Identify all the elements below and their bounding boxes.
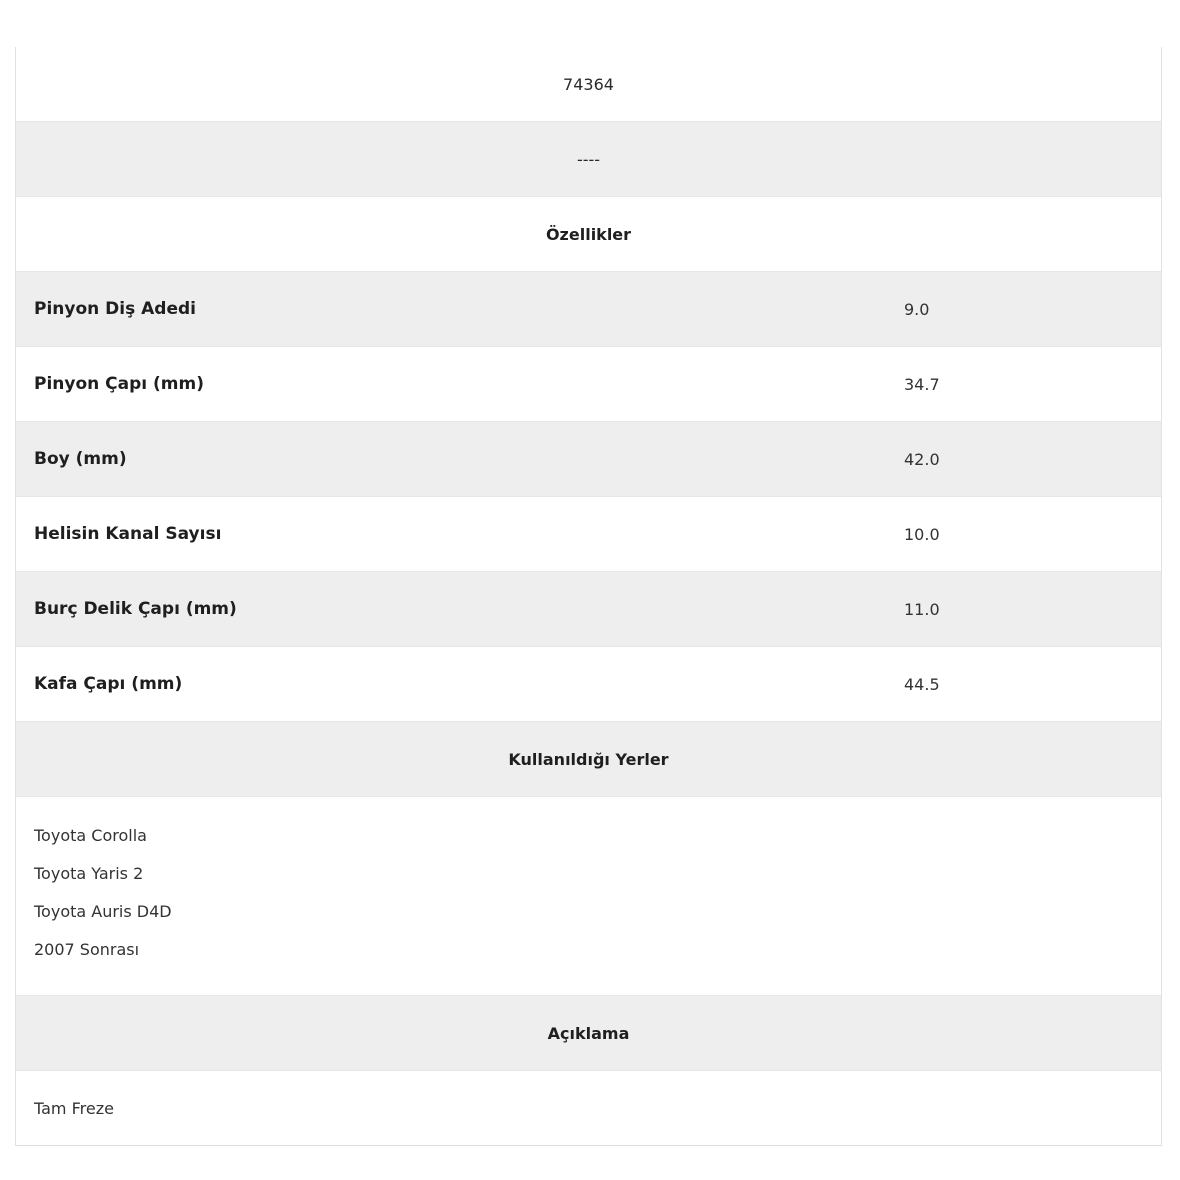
spec-value: 44.5 [904, 674, 940, 694]
spec-label: Helisin Kanal Sayısı [34, 524, 222, 544]
spec-value: 42.0 [904, 449, 940, 469]
spec-label: Burç Delik Çapı (mm) [34, 599, 237, 619]
table-row [16, 572, 1161, 647]
dash-row [16, 122, 1161, 197]
table-row [16, 647, 1161, 722]
spec-table [15, 47, 1162, 1146]
spec-label: Boy (mm) [34, 449, 127, 469]
features-title: Özellikler [545, 224, 632, 244]
spec-label: Pinyon Çapı (mm) [34, 374, 204, 394]
usage-header-row [16, 722, 1161, 797]
spec-label: Kafa Çapı (mm) [34, 674, 183, 694]
list-item: Toyota Auris D4D [34, 902, 172, 921]
table-row [16, 497, 1161, 572]
usage-title: Kullanıldığı Yerler [508, 749, 669, 769]
features-header-row [16, 197, 1161, 272]
description-header-row [16, 996, 1161, 1071]
placeholder-dashes: ---- [576, 149, 601, 169]
list-item: Toyota Yaris 2 [34, 864, 144, 883]
description-title: Açıklama [547, 1023, 630, 1043]
code-row [16, 47, 1161, 122]
list-item: Toyota Corolla [34, 826, 147, 845]
usage-list [16, 797, 1161, 996]
spec-label: Pinyon Diş Adedi [34, 299, 196, 319]
spec-value: 10.0 [904, 524, 940, 544]
spec-value: 11.0 [904, 599, 940, 619]
table-row [16, 272, 1161, 347]
product-code: 74364 [563, 74, 614, 94]
table-row [16, 347, 1161, 422]
description-text: Tam Freze [16, 1071, 1161, 1145]
spec-value: 9.0 [904, 299, 930, 319]
list-item: 2007 Sonrası [34, 940, 140, 959]
spec-value: 34.7 [904, 374, 940, 394]
table-row [16, 422, 1161, 497]
